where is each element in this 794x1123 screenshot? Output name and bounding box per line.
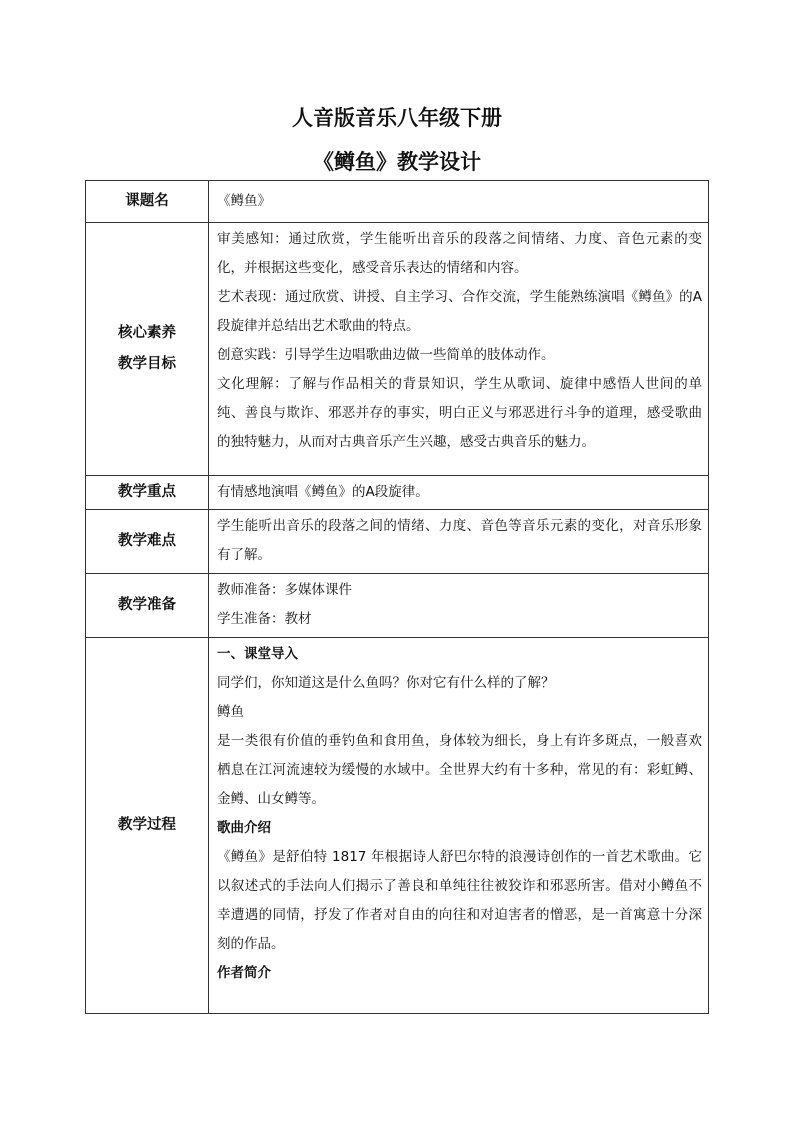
difficulty-label: 教学难点 xyxy=(86,510,209,574)
intro-question: 同学们，你知道这是什么鱼吗？你对它有什么样的了解？ xyxy=(217,675,555,691)
key-point-value: 有情感地演唱《鳟鱼》的A段旋律。 xyxy=(209,476,709,510)
process-content xyxy=(209,638,709,1014)
fish-description: 是一类很有价值的垂钓鱼和食用鱼，身体较为细长，身上有许多斑点，一般喜欢栖息在江河流速较为缓慢的水域中。全世界大约有十多种，常见的有：彩虹鳟、金鳟、山女鳟等。 xyxy=(217,733,702,807)
page-title: 人音版音乐八年级下册 xyxy=(292,105,502,130)
author-heading: 作者简介 xyxy=(217,965,271,981)
key-point-label: 教学重点 xyxy=(86,476,209,510)
goals-label-line1: 核心素养 xyxy=(118,325,176,341)
goals-label xyxy=(86,223,209,476)
topic-value: 《鳟鱼》 xyxy=(209,181,709,223)
goal-expression: 艺术表现：通过欣赏、讲授、自主学习、合作交流，学生能熟练演唱《鳟鱼》的A段旋律并总结出艺术歌曲的特点。 xyxy=(217,289,702,334)
goal-creative: 创意实践：引导学生边唱歌曲边做一些简单的肢体动作。 xyxy=(217,347,555,363)
song-intro-heading: 歌曲介绍 xyxy=(217,820,271,836)
difficulty-value xyxy=(209,510,709,574)
preparation-teacher: 教师准备：多媒体课件 xyxy=(217,582,352,598)
table-row-preparation xyxy=(86,574,709,638)
preparation-label: 教学准备 xyxy=(86,574,209,638)
process-label: 教学过程 xyxy=(86,638,209,1014)
lesson-plan-table xyxy=(85,180,709,1014)
page-subtitle: 《鳟鱼》教学设计 xyxy=(313,149,481,174)
table-row-key-point xyxy=(86,476,709,510)
table-row-process xyxy=(86,638,709,1014)
intro-heading: 一、课堂导入 xyxy=(217,646,298,662)
fish-name: 鳟鱼 xyxy=(217,704,244,720)
table-row-goals xyxy=(86,223,709,476)
preparation-student: 学生准备：教材 xyxy=(217,611,312,627)
song-description: 《鳟鱼》是舒伯特 1817 年根据诗人舒巴尔特的浪漫诗创作的一首艺术歌曲。它以叙述式的手法向人们揭示了善良和单纯往往被狡诈和邪恶所害。借对小鳟鱼不幸遭遇的同情，抒发了作者对自由的向往和对迫害者的憎恶，是一首寓意十分深刻的作品。 xyxy=(217,849,702,952)
goals-content xyxy=(209,223,709,476)
table-row-difficulty xyxy=(86,510,709,574)
goal-aesthetic: 审美感知：通过欣赏，学生能听出音乐的段落之间情绪、力度、音色元素的变化，并根据这些变化，感受音乐表达的情绪和内容。 xyxy=(217,231,702,276)
goal-culture: 文化理解：了解与作品相关的背景知识，学生从歌词、旋律中感悟人世间的单纯、善良与欺诈、邪恶并存的事实，明白正义与邪恶进行斗争的道理，感受歌曲的独特魅力，从而对古典音乐产生兴趣，感受古典音乐的魅力。 xyxy=(217,376,702,450)
table-row-topic xyxy=(86,181,709,223)
topic-label: 课题名 xyxy=(86,181,209,223)
goals-label-line2: 教学目标 xyxy=(118,356,176,372)
difficulty-text: 学生能听出音乐的段落之间的情绪、力度、音色等音乐元素的变化，对音乐形象有了解。 xyxy=(217,518,702,563)
preparation-content xyxy=(209,574,709,638)
